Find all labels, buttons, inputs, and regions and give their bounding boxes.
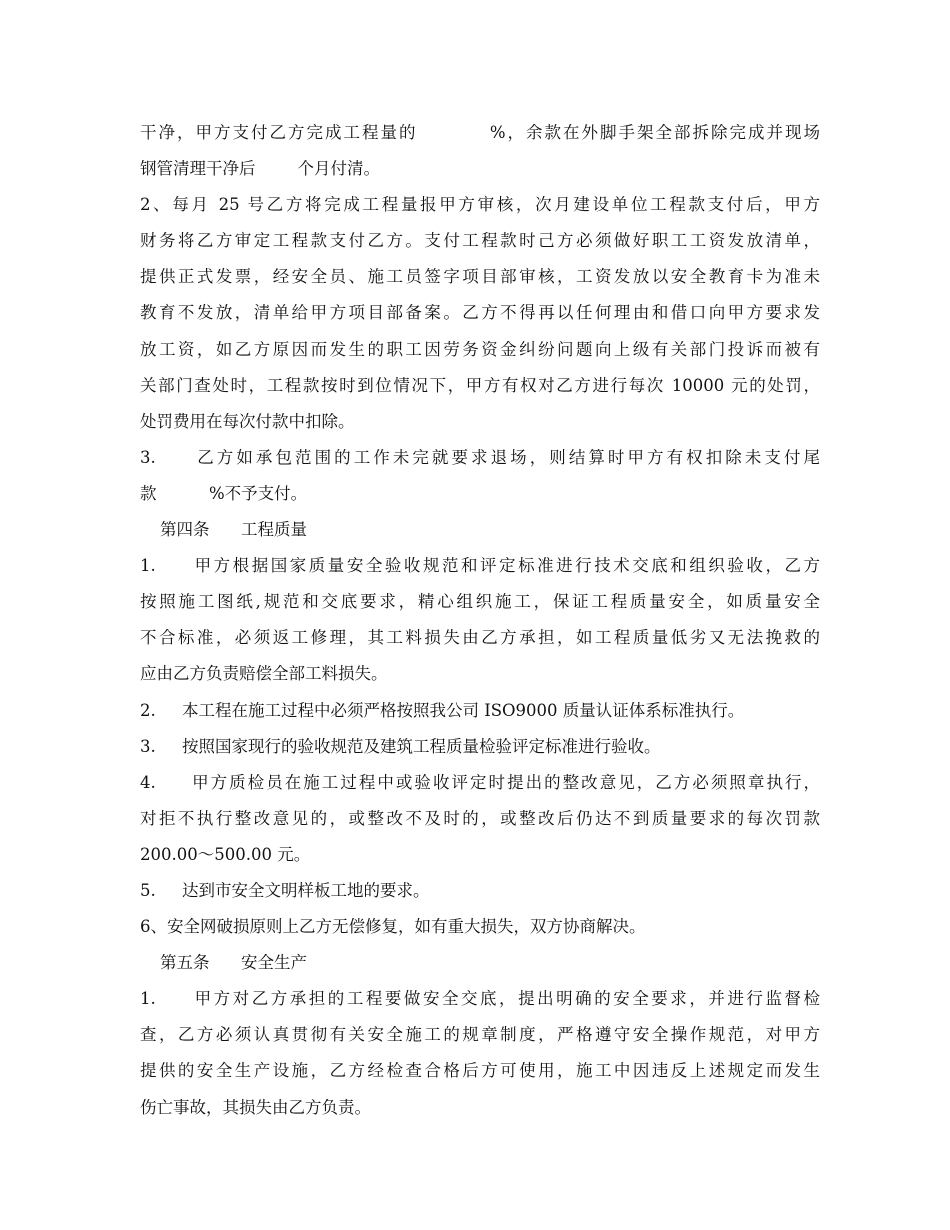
- text-line: 处罚费用在每次付款中扣除。: [140, 411, 355, 431]
- document-body: [140, 115, 820, 1126]
- text-line: 干净，甲方支付乙方完成工程量的 %，余款在外脚手架全部拆除完成并现场: [140, 123, 820, 142]
- text-line: 伤亡事故，其损失由乙方负责。: [140, 1097, 371, 1117]
- text-line: 3. 按照国家现行的验收规范及建筑工程质量检验评定标准进行验收。: [140, 736, 661, 756]
- text-line: 关部门查处时，工程款按时到位情况下，甲方有权对乙方进行每次 10000 元的处罚，: [140, 375, 820, 395]
- text-line: 财务将乙方审定工程款支付乙方。支付工程款时己方必须做好职工工资发放清单，: [140, 231, 820, 251]
- text-line: 200.00～500.00 元。: [140, 844, 311, 864]
- section-heading: 第五条 安全生产: [160, 953, 307, 973]
- text-line: 1. 甲方根据国家质量安全验收规范和评定标准进行技术交底和组织验收，乙方: [140, 556, 820, 576]
- text-line: 3. 乙方如承包范围的工作未完就要求退场，则结算时甲方有权扣除未支付尾: [140, 447, 820, 467]
- text-line: 应由乙方负责赔偿全部工料损失。: [140, 664, 388, 684]
- text-line: 4. 甲方质检员在施工过程中或验收评定时提出的整改意见，乙方必须照章执行，: [140, 772, 820, 792]
- text-line: 6、安全网破损原则上乙方无偿修复，如有重大损失，双方协商解决。: [140, 917, 646, 937]
- text-line: 不合标准，必须返工修理，其工料损失由乙方承担，如工程质量低劣又无法挽救的: [140, 628, 820, 648]
- text-line: 提供正式发票，经安全员、施工员签字项目部审核，工资发放以安全教育卡为准未: [140, 267, 820, 287]
- text-line: 查，乙方必须认真贯彻有关安全施工的规章制度，严格遵守安全操作规范，对甲方: [140, 1025, 820, 1045]
- text-line: 1. 甲方对乙方承担的工程要做安全交底，提出明确的安全要求，并进行监督检: [140, 989, 820, 1009]
- text-line: 放工资，如乙方原因而发生的职工因劳务资金纠纷问题向上级有关部门投诉而被有: [140, 339, 820, 359]
- text-line: 教育不发放，清单给甲方项目部备案。乙方不得再以任何理由和借口向甲方要求发: [140, 303, 820, 323]
- text-line: 5. 达到市安全文明样板工地的要求。: [140, 880, 430, 900]
- text-line: 提供的安全生产设施，乙方经检查合格后方可使用，施工中因违反上述规定而发生: [140, 1061, 820, 1081]
- section-heading: 第四条 工程质量: [160, 520, 307, 540]
- text-line: 钢管清理干净后 个月付清。: [140, 159, 380, 179]
- text-line: 款 %不予支付。: [140, 483, 308, 503]
- text-line: 对拒不执行整改意见的，或整改不及时的，或整改后仍达不到质量要求的每次罚款: [140, 808, 820, 828]
- text-line: 2. 本工程在施工过程中必须严格按照我公司 ISO9000 质量认证体系标准执行。: [140, 700, 745, 720]
- text-line: 按照施工图纸,规范和交底要求，精心组织施工，保证工程质量安全，如质量安全: [140, 592, 820, 612]
- text-line: 2、每月 25 号乙方将完成工程量报甲方审核，次月建设单位工程款支付后，甲方: [140, 195, 820, 215]
